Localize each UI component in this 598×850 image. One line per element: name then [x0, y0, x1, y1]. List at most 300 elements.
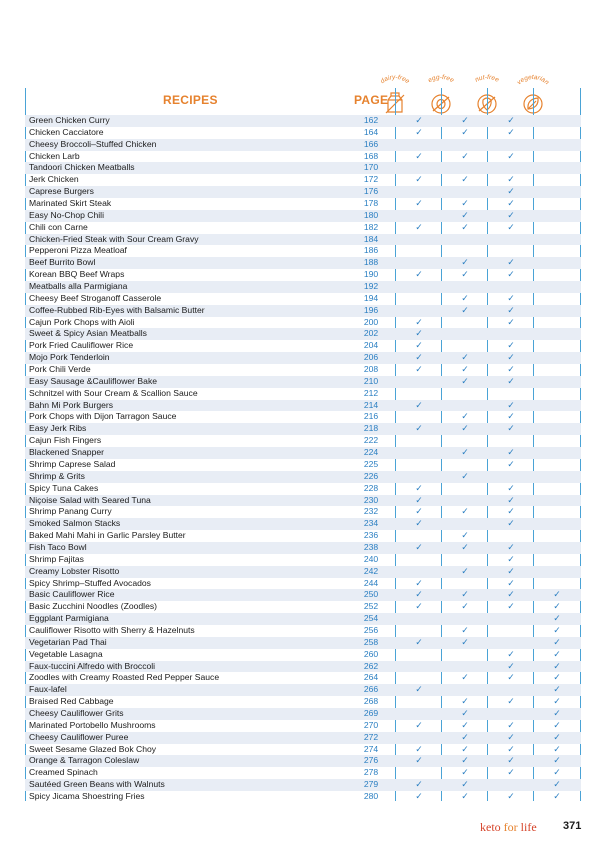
table-row	[25, 305, 581, 317]
recipe-name: Chicken Larb	[29, 150, 80, 161]
check-mark-icon: ✓	[461, 506, 469, 517]
table-row	[25, 649, 581, 661]
recipe-name: Pork Chili Verde	[29, 364, 91, 375]
check-mark-icon: ✓	[461, 174, 469, 185]
recipe-name: Eggplant Parmigiana	[29, 613, 109, 624]
recipe-page: 238	[363, 541, 379, 552]
check-mark-icon: ✓	[553, 589, 561, 600]
check-mark-icon: ✓	[507, 601, 515, 612]
recipe-name: Easy Sausage &Cauliflower Bake	[29, 375, 158, 386]
table-row	[25, 269, 581, 281]
check-mark-icon: ✓	[461, 672, 469, 683]
check-mark-icon: ✓	[461, 719, 469, 730]
recipe-name: Blackened Snapper	[29, 447, 105, 458]
table-row	[25, 293, 581, 305]
table-row	[25, 518, 581, 530]
recipe-page: 216	[363, 411, 379, 422]
check-mark-icon: ✓	[415, 541, 423, 552]
recipe-page: 186	[363, 245, 379, 256]
table-row	[25, 542, 581, 554]
check-mark-icon: ✓	[415, 352, 423, 363]
check-mark-icon: ✓	[415, 364, 423, 375]
table-row	[25, 495, 581, 507]
check-mark-icon: ✓	[553, 696, 561, 707]
check-mark-icon: ✓	[553, 601, 561, 612]
check-mark-icon: ✓	[415, 423, 423, 434]
recipe-name: Braised Red Cabbage	[29, 696, 114, 707]
recipe-page: 272	[363, 731, 379, 742]
check-mark-icon: ✓	[461, 292, 469, 303]
recipe-name: Pepperoni Pizza Meatloaf	[29, 245, 127, 256]
table-row	[25, 210, 581, 222]
table-row	[25, 720, 581, 732]
check-mark-icon: ✓	[415, 494, 423, 505]
check-mark-icon: ✓	[461, 731, 469, 742]
check-mark-icon: ✓	[507, 316, 515, 327]
check-mark-icon: ✓	[461, 115, 469, 125]
check-mark-icon: ✓	[415, 316, 423, 327]
recipe-page: 170	[363, 162, 379, 173]
recipe-name: Creamy Lobster Risotto	[29, 565, 120, 576]
recipe-page: 234	[363, 518, 379, 529]
check-mark-icon: ✓	[507, 423, 515, 434]
check-mark-icon: ✓	[553, 790, 561, 801]
check-mark-icon: ✓	[461, 767, 469, 778]
check-mark-icon: ✓	[553, 648, 561, 659]
check-mark-icon: ✓	[507, 340, 515, 351]
recipe-page: 178	[363, 198, 379, 209]
recipe-page: 244	[363, 577, 379, 588]
check-mark-icon: ✓	[415, 482, 423, 493]
table-row	[25, 589, 581, 601]
recipe-name: Sweet & Spicy Asian Meatballs	[29, 328, 147, 339]
recipe-page: 224	[363, 447, 379, 458]
recipe-name: Creamed Spinach	[29, 767, 98, 778]
check-mark-icon: ✓	[507, 755, 515, 766]
check-mark-icon: ✓	[415, 115, 423, 125]
check-mark-icon: ✓	[507, 541, 515, 552]
dairy-free-label: dairy-free	[379, 73, 411, 86]
check-mark-icon: ✓	[415, 719, 423, 730]
table-row	[25, 352, 581, 364]
recipe-name: Cauliflower Risotto with Sherry & Hazelnuts	[29, 624, 195, 635]
check-mark-icon: ✓	[507, 186, 515, 197]
check-mark-icon: ✓	[415, 126, 423, 137]
check-mark-icon: ✓	[461, 601, 469, 612]
table-row	[25, 317, 581, 329]
check-mark-icon: ✓	[415, 328, 423, 339]
nut-free-header	[465, 73, 507, 116]
recipe-name: Cajun Fish Fingers	[29, 435, 102, 446]
table-row	[25, 554, 581, 566]
recipe-page: 214	[363, 399, 379, 410]
check-mark-icon: ✓	[507, 458, 515, 469]
check-mark-icon: ✓	[461, 126, 469, 137]
check-mark-icon: ✓	[461, 352, 469, 363]
check-mark-icon: ✓	[415, 150, 423, 161]
recipe-name: Tandoori Chicken Meatballs	[29, 162, 135, 173]
recipe-page: 200	[363, 316, 379, 327]
recipe-page: 230	[363, 494, 379, 505]
recipe-name: Shrimp Panang Curry	[29, 506, 112, 517]
table-row	[25, 483, 581, 495]
recipe-table-body	[25, 115, 581, 803]
check-mark-icon: ✓	[415, 340, 423, 351]
svg-text:vegetarian	[516, 74, 551, 86]
recipe-name: Faux-tuccini Alfredo with Broccoli	[29, 660, 156, 671]
check-mark-icon: ✓	[507, 790, 515, 801]
check-mark-icon: ✓	[461, 743, 469, 754]
check-mark-icon: ✓	[507, 518, 515, 529]
check-mark-icon: ✓	[415, 577, 423, 588]
nut-crossed-icon	[465, 73, 507, 116]
brand-for: for	[503, 820, 518, 834]
table-row	[25, 115, 581, 127]
table-row	[25, 222, 581, 234]
table-row	[25, 566, 581, 578]
recipe-name: Faux-lafel	[29, 684, 67, 695]
check-mark-icon: ✓	[507, 399, 515, 410]
egg-crossed-icon	[419, 73, 461, 116]
check-mark-icon: ✓	[461, 269, 469, 280]
recipe-name: Sautéed Green Beans with Walnuts	[29, 779, 165, 790]
check-mark-icon: ✓	[461, 541, 469, 552]
check-mark-icon: ✓	[507, 589, 515, 600]
check-mark-icon: ✓	[415, 636, 423, 647]
recipe-page: 274	[363, 743, 379, 754]
recipe-name: Spicy Shrimp–Stuffed Avocados	[29, 577, 151, 588]
check-mark-icon: ✓	[507, 269, 515, 280]
table-row	[25, 423, 581, 435]
recipe-page: 196	[363, 304, 379, 315]
egg-free-header	[419, 73, 461, 116]
table-row	[25, 151, 581, 163]
recipe-name: Meatballs alla Parmigiana	[29, 281, 128, 292]
recipe-name: Fish Taco Bowl	[29, 541, 87, 552]
recipe-page: 176	[363, 186, 379, 197]
check-mark-icon: ✓	[507, 482, 515, 493]
table-row	[25, 234, 581, 246]
table-row	[25, 672, 581, 684]
table-row	[25, 732, 581, 744]
check-mark-icon: ✓	[553, 672, 561, 683]
recipe-name: Pork Chops with Dijon Tarragon Sauce	[29, 411, 177, 422]
recipe-name: Basic Zucchini Noodles (Zoodles)	[29, 601, 158, 612]
check-mark-icon: ✓	[507, 506, 515, 517]
recipe-page: 192	[363, 281, 379, 292]
check-mark-icon: ✓	[553, 719, 561, 730]
recipe-page: 194	[363, 292, 379, 303]
check-mark-icon: ✓	[507, 719, 515, 730]
check-mark-icon: ✓	[553, 743, 561, 754]
recipe-page: 266	[363, 684, 379, 695]
check-mark-icon: ✓	[507, 553, 515, 564]
recipe-name: Marinated Skirt Steak	[29, 198, 112, 209]
check-mark-icon: ✓	[415, 221, 423, 232]
check-mark-icon: ✓	[507, 198, 515, 209]
recipe-name: Cheesy Cauliflower Puree	[29, 731, 129, 742]
table-row	[25, 340, 581, 352]
recipe-page: 269	[363, 707, 379, 718]
check-mark-icon: ✓	[507, 364, 515, 375]
table-row	[25, 684, 581, 696]
svg-text:dairy-free	[379, 74, 411, 85]
recipe-page: 270	[363, 719, 379, 730]
table-row	[25, 245, 581, 257]
check-mark-icon: ✓	[461, 707, 469, 718]
recipe-name: Sweet Sesame Glazed Bok Choy	[29, 743, 157, 754]
table-row	[25, 661, 581, 673]
check-mark-icon: ✓	[415, 779, 423, 790]
check-mark-icon: ✓	[461, 221, 469, 232]
check-mark-icon: ✓	[461, 411, 469, 422]
check-mark-icon: ✓	[507, 126, 515, 137]
recipe-name: Jerk Chicken	[29, 174, 79, 185]
recipe-name: Chicken Cacciatore	[29, 126, 104, 137]
recipe-page: 268	[363, 696, 379, 707]
recipe-page: 202	[363, 328, 379, 339]
check-mark-icon: ✓	[415, 684, 423, 695]
recipe-page: 168	[363, 150, 379, 161]
svg-text:nut-free	[474, 74, 501, 84]
recipe-name: Shrimp Caprese Salad	[29, 458, 116, 469]
milk-carton-crossed-icon	[373, 73, 415, 116]
recipe-page: 212	[363, 387, 379, 398]
check-mark-icon: ✓	[461, 423, 469, 434]
recipe-page: 164	[363, 126, 379, 137]
recipe-name: Easy No-Chop Chili	[29, 209, 104, 220]
recipe-page: 172	[363, 174, 379, 185]
recipe-name: Caprese Burgers	[29, 186, 94, 197]
table-row	[25, 755, 581, 767]
recipe-name: Korean BBQ Beef Wraps	[29, 269, 125, 280]
recipe-page: 226	[363, 470, 379, 481]
check-mark-icon: ✓	[507, 375, 515, 386]
check-mark-icon: ✓	[553, 731, 561, 742]
table-row	[25, 696, 581, 708]
check-mark-icon: ✓	[553, 613, 561, 624]
recipe-page: 206	[363, 352, 379, 363]
recipe-page: 166	[363, 138, 379, 149]
table-row	[25, 637, 581, 649]
check-mark-icon: ✓	[507, 565, 515, 576]
check-mark-icon: ✓	[507, 150, 515, 161]
nut-free-label: nut-free	[473, 73, 501, 84]
check-mark-icon: ✓	[461, 790, 469, 801]
check-mark-icon: ✓	[461, 636, 469, 647]
check-mark-icon: ✓	[415, 790, 423, 801]
table-row	[25, 139, 581, 151]
recipe-page: 260	[363, 648, 379, 659]
table-row	[25, 471, 581, 483]
brand-keto: keto	[480, 820, 501, 834]
recipe-page: 279	[363, 779, 379, 790]
recipe-name: Cheesy Beef Stroganoff Casserole	[29, 292, 162, 303]
check-mark-icon: ✓	[415, 589, 423, 600]
check-mark-icon: ✓	[507, 411, 515, 422]
check-mark-icon: ✓	[461, 589, 469, 600]
check-mark-icon: ✓	[553, 767, 561, 778]
table-row	[25, 447, 581, 459]
recipe-page: 278	[363, 767, 379, 778]
recipe-page: 162	[363, 115, 379, 125]
recipe-page: 232	[363, 506, 379, 517]
recipe-name: Smoked Salmon Stacks	[29, 518, 121, 529]
vegetarian-header	[511, 73, 553, 116]
table-row	[25, 364, 581, 376]
check-mark-icon: ✓	[461, 257, 469, 268]
check-mark-icon: ✓	[415, 198, 423, 209]
recipe-name: Coffee-Rubbed Rib-Eyes with Balsamic Butter	[29, 304, 205, 315]
check-mark-icon: ✓	[461, 198, 469, 209]
recipe-name: Easy Jerk Ribs	[29, 423, 87, 434]
table-row	[25, 613, 581, 625]
table-row	[25, 791, 581, 803]
check-mark-icon: ✓	[553, 660, 561, 671]
table-row	[25, 328, 581, 340]
check-mark-icon: ✓	[461, 779, 469, 790]
check-mark-icon: ✓	[415, 743, 423, 754]
recipes-column-header: RECIPES	[163, 93, 218, 107]
check-mark-icon: ✓	[553, 779, 561, 790]
table-row	[25, 127, 581, 139]
check-mark-icon: ✓	[507, 352, 515, 363]
check-mark-icon: ✓	[461, 624, 469, 635]
table-row	[25, 625, 581, 637]
table-row	[25, 530, 581, 542]
recipe-page: 236	[363, 530, 379, 541]
check-mark-icon: ✓	[507, 221, 515, 232]
recipe-page: 254	[363, 613, 379, 624]
recipe-page: 256	[363, 624, 379, 635]
recipe-name: Niçoise Salad with Seared Tuna	[29, 494, 151, 505]
table-row	[25, 708, 581, 720]
check-mark-icon: ✓	[507, 696, 515, 707]
table-row	[25, 601, 581, 613]
check-mark-icon: ✓	[461, 364, 469, 375]
check-mark-icon: ✓	[507, 115, 515, 125]
recipe-name: Mojo Pork Tenderloin	[29, 352, 110, 363]
check-mark-icon: ✓	[415, 506, 423, 517]
table-row	[25, 174, 581, 186]
check-mark-icon: ✓	[553, 755, 561, 766]
recipe-name: Chili con Carne	[29, 221, 88, 232]
recipe-page: 182	[363, 221, 379, 232]
table-row	[25, 578, 581, 590]
table-row	[25, 281, 581, 293]
recipe-name: Cheesy Cauliflower Grits	[29, 707, 124, 718]
recipe-page: 262	[363, 660, 379, 671]
table-row	[25, 506, 581, 518]
table-row	[25, 435, 581, 447]
check-mark-icon: ✓	[461, 150, 469, 161]
check-mark-icon: ✓	[461, 565, 469, 576]
recipe-page: 210	[363, 375, 379, 386]
recipe-name: Vegetarian Pad Thai	[29, 636, 107, 647]
check-mark-icon: ✓	[461, 375, 469, 386]
check-mark-icon: ✓	[415, 399, 423, 410]
check-mark-icon: ✓	[507, 292, 515, 303]
recipe-name: Pork Fried Cauliflower Rice	[29, 340, 134, 351]
recipe-page: 222	[363, 435, 379, 446]
check-mark-icon: ✓	[415, 518, 423, 529]
egg-free-label: egg-free	[426, 73, 456, 85]
recipe-page: 276	[363, 755, 379, 766]
check-mark-icon: ✓	[507, 257, 515, 268]
check-mark-icon: ✓	[415, 755, 423, 766]
recipe-page: 264	[363, 672, 379, 683]
check-mark-icon: ✓	[461, 209, 469, 220]
recipe-name: Baked Mahi Mahi in Garlic Parsley Butter	[29, 530, 186, 541]
recipe-page: 180	[363, 209, 379, 220]
recipe-page: 188	[363, 257, 379, 268]
recipe-page: 250	[363, 589, 379, 600]
recipe-page: 204	[363, 340, 379, 351]
check-mark-icon: ✓	[507, 447, 515, 458]
check-mark-icon: ✓	[507, 494, 515, 505]
table-row	[25, 198, 581, 210]
table-row	[25, 186, 581, 198]
recipe-name: Schnitzel with Sour Cream & Scallion Sauce	[29, 387, 198, 398]
recipe-name: Beef Burrito Bowl	[29, 257, 96, 268]
table-row	[25, 257, 581, 269]
recipe-page: 280	[363, 790, 379, 801]
check-mark-icon: ✓	[507, 743, 515, 754]
recipe-name: Cajun Pork Chops with Aioli	[29, 316, 135, 327]
recipe-page: 225	[363, 458, 379, 469]
recipe-page: 242	[363, 565, 379, 576]
table-row	[25, 779, 581, 791]
recipe-name: Basic Cauliflower Rice	[29, 589, 115, 600]
check-mark-icon: ✓	[415, 601, 423, 612]
recipe-name: Zoodles with Creamy Roasted Red Pepper Sauce	[29, 672, 220, 683]
check-mark-icon: ✓	[553, 707, 561, 718]
recipe-name: Spicy Jicama Shoestring Fries	[29, 790, 145, 801]
check-mark-icon: ✓	[507, 209, 515, 220]
check-mark-icon: ✓	[553, 684, 561, 695]
recipe-name: Green Chicken Curry	[29, 115, 110, 125]
recipe-name: Spicy Tuna Cakes	[29, 482, 99, 493]
brand-life: life	[520, 820, 537, 834]
check-mark-icon: ✓	[461, 755, 469, 766]
brand-logo	[480, 820, 537, 835]
check-mark-icon: ✓	[507, 660, 515, 671]
check-mark-icon: ✓	[415, 269, 423, 280]
table-row	[25, 388, 581, 400]
check-mark-icon: ✓	[461, 304, 469, 315]
recipe-page: 218	[363, 423, 379, 434]
check-mark-icon: ✓	[415, 174, 423, 185]
recipe-page: 252	[363, 601, 379, 612]
recipe-name: Shrimp Fajitas	[29, 553, 84, 564]
recipe-page: 228	[363, 482, 379, 493]
recipe-page: 184	[363, 233, 379, 244]
table-row	[25, 400, 581, 412]
recipe-page: 258	[363, 636, 379, 647]
page-number: 371	[563, 820, 582, 832]
recipe-name: Chicken-Fried Steak with Sour Cream Gravy	[29, 233, 199, 244]
recipe-name: Shrimp & Grits	[29, 470, 85, 481]
table-row	[25, 162, 581, 174]
vegetarian-label: vegetarian	[515, 73, 551, 87]
recipe-page: 190	[363, 269, 379, 280]
recipe-name: Marinated Portobello Mushrooms	[29, 719, 156, 730]
check-mark-icon: ✓	[553, 624, 561, 635]
check-mark-icon: ✓	[461, 470, 469, 481]
check-mark-icon: ✓	[461, 447, 469, 458]
recipe-name: Vegetable Lasagna	[29, 648, 103, 659]
check-mark-icon: ✓	[507, 304, 515, 315]
